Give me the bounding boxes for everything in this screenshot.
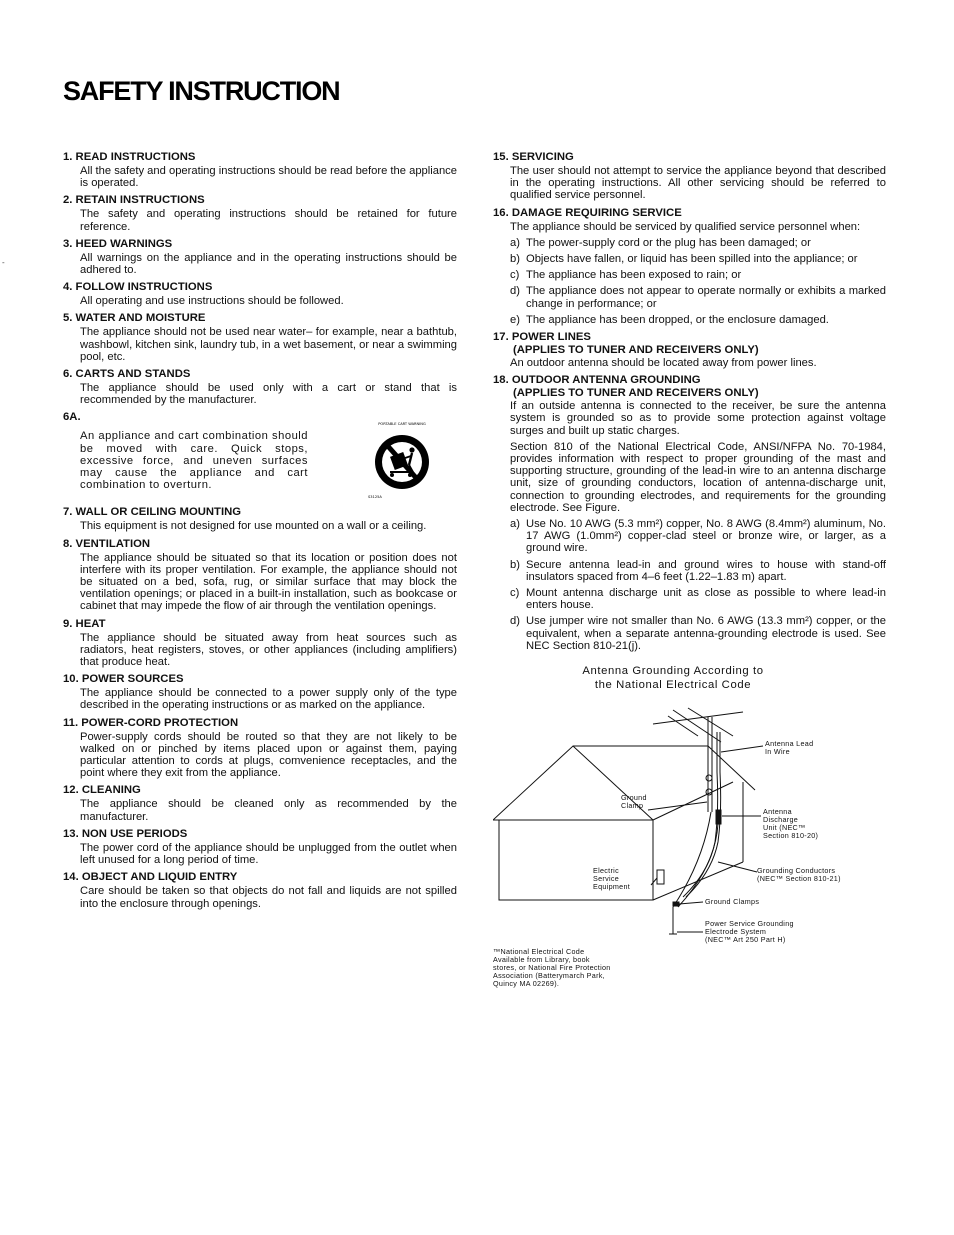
figure-label: PORTABLE CART WARNING — [378, 422, 426, 427]
list-text: Mount antenna discharge unit as close as possible to where lead-in enters house. — [526, 587, 886, 612]
section — [63, 281, 457, 307]
section-6a — [63, 411, 457, 500]
section-heading: 13. NON USE PERIODS — [63, 827, 188, 840]
section-heading: 14. OBJECT AND LIQUID ENTRY — [63, 871, 238, 884]
section-heading: 1. READ INSTRUCTIONS — [63, 151, 196, 163]
list-item — [493, 237, 886, 249]
list-item — [493, 518, 886, 555]
section — [63, 871, 457, 909]
section-heading: 9. HEAT — [63, 617, 106, 630]
section-body: The user should not attempt to service the appliance beyond that described in the operating instructions. All other servicing should be referred to qualified service personnel. — [510, 165, 886, 202]
section-heading: 5. WATER AND MOISTURE — [63, 312, 206, 325]
section-body: All warnings on the appliance and in the operating instructions should be adhered to. — [80, 251, 457, 277]
list-marker: d) — [510, 615, 520, 628]
section-body: All operating and use instructions should be followed. — [80, 295, 344, 308]
section-15 — [493, 151, 886, 202]
list-text: Use No. 10 AWG (5.3 mm²) copper, No. 8 AWG (8.4mm²) aluminum, No. 17 AWG (1.0mm²) copper-clad steel or bronze wire, or larger, as a ground wire. — [526, 518, 886, 555]
section-heading: 11. POWER-CORD PROTECTION — [63, 716, 239, 729]
section-heading: 18. OUTDOOR ANTENNA GROUNDING — [493, 374, 701, 387]
section-body: Power-supply cords should be routed so that they are not likely to be walked on or pinched by items placed upon or against them, paying particular attention to cords at plugs, comvenience receptacles, and the point where they exit from the appliance. — [80, 730, 457, 780]
section-heading: 10. POWER SOURCES — [63, 673, 184, 686]
section-heading: 2. RETAIN INSTRUCTIONS — [63, 194, 205, 207]
section-subheading: (APPLIES TO TUNER AND RECEIVERS ONLY) — [513, 387, 759, 400]
right-column — [493, 151, 886, 988]
section — [63, 368, 457, 406]
section-heading: 16. DAMAGE REQUIRING SERVICE — [493, 206, 682, 219]
house-antenna-drawing — [493, 702, 886, 945]
antenna-grounding-diagram — [493, 702, 886, 945]
section-heading: 8. VENTILATION — [63, 537, 151, 550]
section-heading: 12. CLEANING — [63, 784, 141, 797]
section — [63, 538, 457, 613]
footnote-line: Available from Library, book — [493, 955, 590, 965]
label-antenna-lead: Antenna Lead In Wire — [765, 739, 814, 757]
left-column — [63, 151, 457, 915]
section-body: The appliance should be used only with a cart or stand that is recommended by the manufacturer. — [80, 382, 457, 407]
list-item — [493, 314, 886, 326]
section — [63, 784, 457, 822]
section — [63, 194, 457, 232]
section-body: The appliance should be connected to a power supply only of the type described in the operating instructions or as marked on the appliance. — [80, 687, 457, 712]
list-marker: e) — [510, 313, 520, 326]
list-item — [493, 285, 886, 309]
list-marker: d) — [510, 285, 520, 298]
section — [63, 673, 457, 711]
list-item — [493, 587, 886, 611]
section-17 — [493, 331, 886, 369]
page-title: SAFETY INSTRUCTION — [63, 76, 340, 106]
section-heading: 3. HEED WARNINGS — [63, 237, 173, 250]
figure-code: S3125A — [368, 495, 382, 500]
section-body: An appliance and cart combination should be moved with care. Quick stops, excessive force, and uneven surfaces may cause the appliance and cart combination to overturn. — [80, 430, 308, 492]
section-body: This equipment is not designed for use mounted on a wall or a ceiling. — [80, 520, 427, 533]
list-text: Use jumper wire not smaller than No. 6 AWG (13.3 mm²) copper, or the equivalent, when a separate antenna-grounding electrode is used. See NEC Section 810-21(j). — [526, 615, 886, 652]
list-text: The appliance does not appear to operate normally or exhibits a marked change in performance; or — [526, 285, 886, 310]
diagram-caption — [493, 664, 853, 692]
portable-cart-warning-figure — [362, 420, 442, 500]
section — [63, 151, 457, 189]
section-heading: 17. POWER LINES — [493, 331, 591, 344]
label-ground-clamp: Ground Clamp — [621, 793, 647, 811]
list-marker: b) — [510, 253, 520, 266]
list-text: The power-supply cord or the plug has been damaged; or — [526, 236, 811, 249]
list-marker: c) — [510, 587, 520, 600]
section-body: The appliance should be serviced by qualified service personnel when: — [510, 220, 861, 233]
section-18 — [493, 374, 886, 652]
section-heading: 6. CARTS AND STANDS — [63, 368, 191, 381]
section — [63, 717, 457, 780]
section-paragraph: Section 810 of the National Electrical Code, ANSI/NFPA No. 70-1984, provides information with respect to proper grounding of the mast and supporting structure, grounding of the lead-in wire to an antenna discharge unit, size of grounding conductors, location of antenna-discharge unit, connection to grounding electrodes, and requirements for the grounding electrode. See Figure. — [510, 440, 886, 514]
list-marker: c) — [510, 269, 520, 282]
label-electric-service: Electric Service Equipment — [593, 866, 631, 892]
list-text: The appliance has been exposed to rain; or — [526, 269, 742, 282]
list-item — [493, 253, 886, 265]
section-body: The safety and operating instructions should be retained for future reference. — [80, 208, 457, 233]
footnote-line: stores, or National Fire Protection — [493, 963, 611, 973]
section-heading: 4. FOLLOW INSTRUCTIONS — [63, 281, 213, 294]
section-body: The appliance should be situated away from heat sources such as radiators, heat registers, stoves, or other appliances (including amplifiers) that produce heat. — [80, 631, 457, 669]
footnote-line: Association (Batterymarch Park, — [493, 971, 605, 981]
list-marker: a) — [510, 518, 520, 531]
section — [63, 828, 457, 866]
section — [63, 238, 457, 276]
caption-line: the National Electrical Code — [594, 679, 752, 692]
section-16 — [493, 207, 886, 326]
caption-line: Antenna Grounding According to — [582, 665, 764, 678]
list-text: Secure antenna lead-in and ground wires to house with stand-off insulators spaced from 4–6 feet (1.22–1.83 m) apart. — [526, 558, 886, 583]
label-ground-clamps: Ground Clamps — [705, 897, 760, 907]
section-heading: 7. WALL OR CEILING MOUNTING — [63, 506, 242, 519]
list-marker: a) — [510, 236, 520, 249]
footnote-line: ™National Electrical Code — [493, 947, 585, 957]
cart-warning-icon — [362, 420, 442, 500]
section-body: The appliance should be situated so that its location or position does not interfere with its proper ventilation. For example, the appliance should not be situated on a bed, sofa, rug, or similar surface that may block the ventilation openings; or placed in a built-in installation, such as bookcase or cabinet that may impede the flow of air through the ventilation openings. — [80, 551, 457, 613]
section-body: All the safety and operating instructions should be read before the appliance is operated. — [80, 165, 457, 190]
list-item — [493, 615, 886, 652]
list-text: The appliance has been dropped, or the enclosure damaged. — [526, 313, 829, 326]
list-text: Objects have fallen, or liquid has been spilled into the appliance; or — [526, 253, 858, 266]
section-paragraph: If an outside antenna is connected to the receiver, be sure the antenna system is grounded so as to provide some protection against voltage surges and built up static charges. — [510, 400, 886, 437]
section-body: The appliance should not be used near water– for example, near a bathtub, washbowl, kitchen sink, laundry tub, in a wet basement, or near a swimming pool, etc. — [80, 326, 457, 363]
section — [63, 618, 457, 669]
label-grounding-conductors: Grounding Conductors (NEC™ Section 810-21) — [757, 866, 841, 884]
scan-mark: - — [2, 258, 5, 267]
section-body: The power cord of the appliance should be unplugged from the outlet when left unused for a long period of time. — [80, 841, 457, 867]
label-power-service-grounding: Power Service Grounding Electrode System (NEC™ Art 250 Part H) — [705, 919, 794, 945]
section-heading: 6A. — [63, 411, 81, 424]
list-item — [493, 269, 886, 281]
section-body: The appliance should be cleaned only as recommended by the manufacturer. — [80, 798, 457, 823]
section-heading: 15. SERVICING — [493, 151, 574, 163]
list-item — [493, 559, 886, 583]
footnote-line: Quincy MA 02269). — [493, 979, 560, 989]
section-body: Care should be taken so that objects do not fall and liquids are not spilled into the enclosure through openings. — [80, 885, 457, 910]
section — [63, 312, 457, 363]
diagram-footnote — [493, 948, 886, 988]
section-body: An outdoor antenna should be located away from power lines. — [510, 357, 817, 370]
section — [63, 506, 457, 532]
label-discharge-unit: Antenna Discharge Unit (NEC™ Section 810-20) — [763, 807, 819, 841]
section-subheading: (APPLIES TO TUNER AND RECEIVERS ONLY) — [513, 344, 759, 357]
list-marker: b) — [510, 558, 520, 571]
